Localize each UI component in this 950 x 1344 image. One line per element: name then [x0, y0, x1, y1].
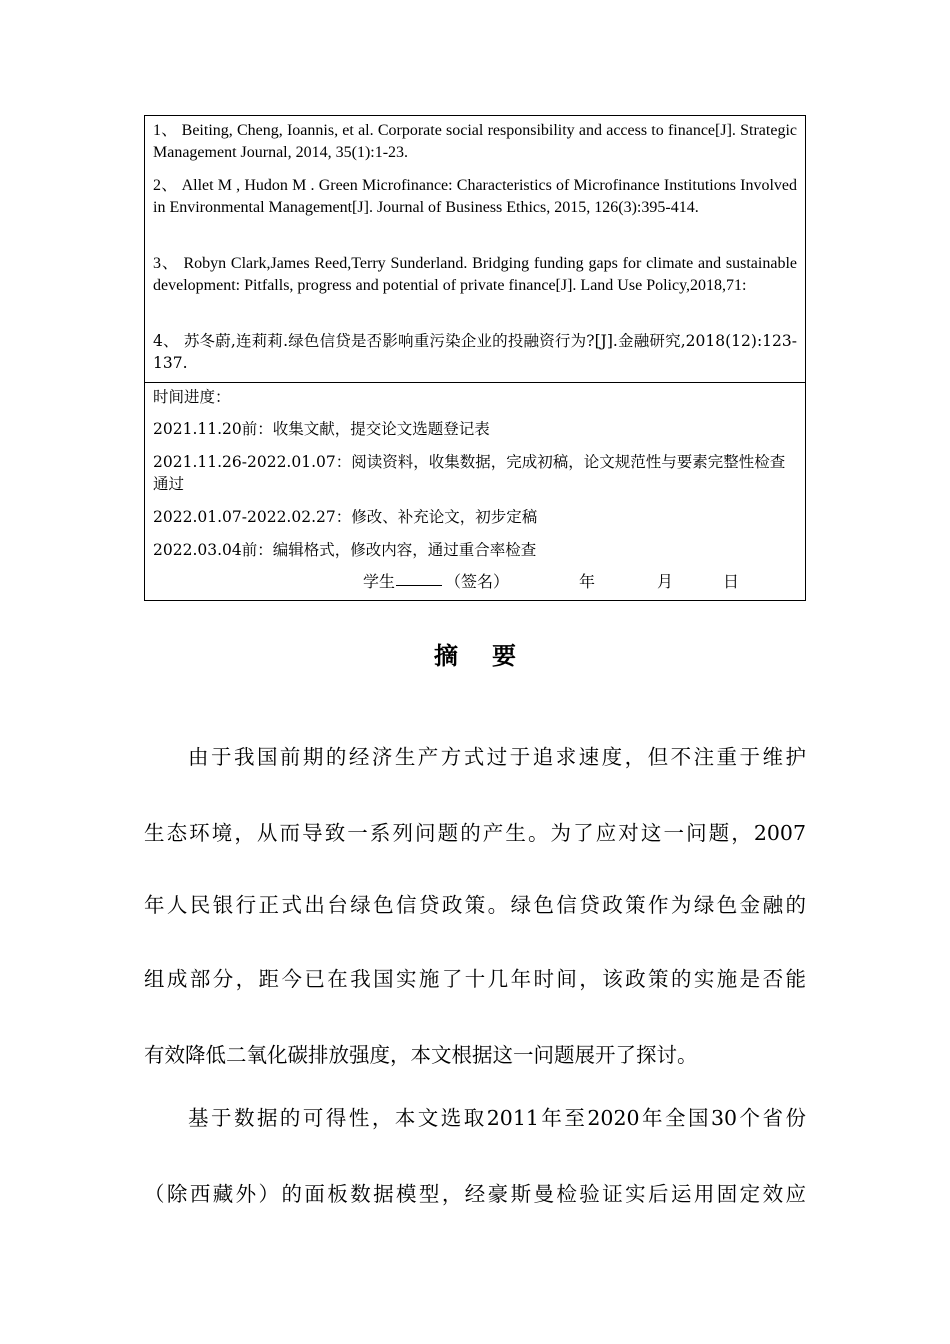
abstract-line: 年人民银行正式出台绿色信贷政策。绿色信贷政策作为绿色金融的 [144, 893, 806, 917]
reference-item: 4、 苏冬蔚,连莉莉.绿色信贷是否影响重污染企业的投融资行为?[J].金融研究,2018(12):123-137. [153, 332, 797, 372]
abstract-line: 生态环境，从而导致一系列问题的产生。为了应对这一问题，2007 [144, 821, 806, 845]
abstract-line: 基于数据的可得性，本文选取2011年至2020年全国30个省份 [188, 1106, 806, 1130]
references-box [144, 115, 806, 383]
schedule-item: 2021.11.20前：收集文献，提交论文选题登记表 [153, 420, 490, 438]
abstract-title: 摘要 [434, 641, 550, 670]
sign-label: （签名） [445, 572, 510, 591]
day-label: 日 [723, 572, 740, 591]
schedule-box [144, 382, 806, 601]
schedule-heading: 时间进度： [153, 388, 231, 406]
month-label: 月 [657, 572, 674, 591]
student-label: 学生 [363, 572, 396, 591]
schedule-item: 2022.03.04前：编辑格式，修改内容，通过重合率检查 [153, 541, 537, 559]
abstract-line: 由于我国前期的经济生产方式过于追求速度，但不注重于维护 [188, 745, 806, 769]
signature-blank[interactable] [396, 569, 442, 590]
schedule-item: 2021.11.26-2022.01.07：阅读资料，收集数据，完成初稿，论文规范性与要素完整性检查通过 [153, 453, 786, 493]
abstract-line: 组成部分，距今已在我国实施了十几年时间，该政策的实施是否能 [144, 967, 806, 991]
abstract-line: 有效降低二氧化碳排放强度，本文根据这一问题展开了探讨。 [144, 1043, 698, 1067]
schedule-item: 2022.01.07-2022.02.27：修改、补充论文，初步定稿 [153, 508, 538, 526]
abstract-line: （除西藏外）的面板数据模型，经豪斯曼检验证实后运用固定效应 [144, 1182, 806, 1206]
signature-row [145, 569, 805, 591]
reference-item: 3、 Robyn Clark,James Reed,Terry Sunderland. Bridging funding gaps for climate and sustainable development: Pitfalls, progress and potential of private finance[J]. Land Use Policy,2018,71: [153, 255, 797, 294]
reference-item: 1、 Beiting, Cheng, Ioannis, et al. Corporate social responsibility and access to finance[J]. Strategic Management Journal, 2014, 35(1):1-23. [153, 122, 797, 161]
year-label: 年 [579, 572, 596, 591]
reference-item: 2、 Allet M , Hudon M . Green Microfinance: Characteristics of Microfinance Institutions Involved in Environmental Management[J]. Journal of Business Ethics, 2015, 126(3):395-414. [153, 177, 797, 216]
